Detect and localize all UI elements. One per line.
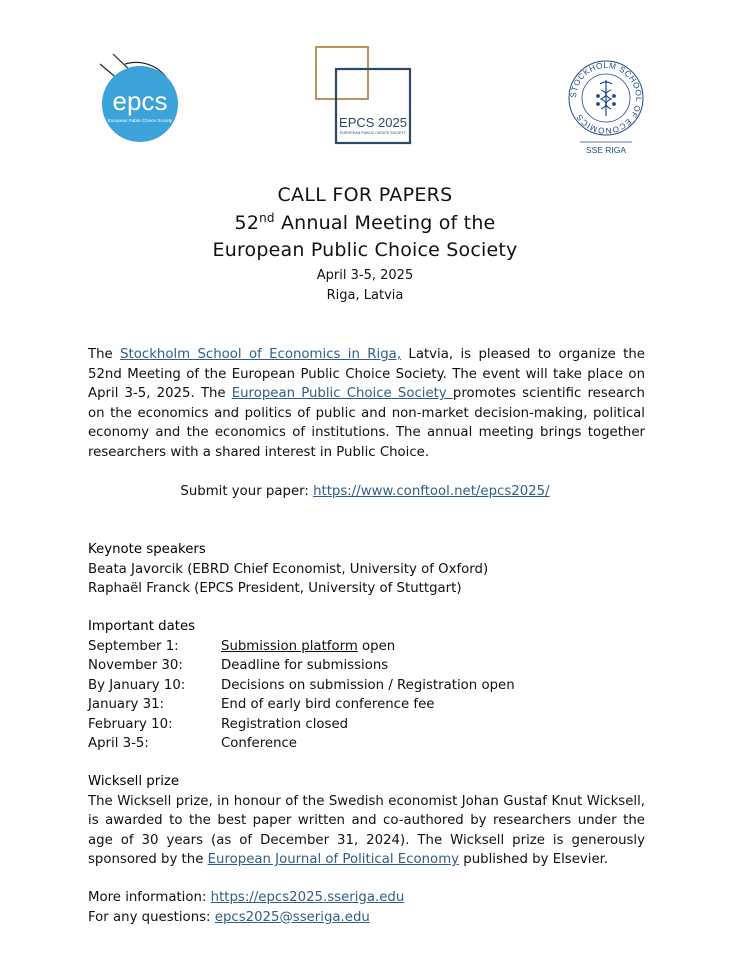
epcs2025-logo-subtext: EUROPEAN PUBLIC CHOICE SOCIETY bbox=[340, 131, 406, 135]
date-event: Decisions on submission / Registration open bbox=[221, 677, 515, 693]
date-label: January 31: bbox=[88, 697, 165, 712]
wicksell-prize-body bbox=[88, 792, 645, 870]
epcs2025-logo-text: EPCS 2025 bbox=[339, 115, 407, 130]
contact-email-link[interactable]: epcs2025@sseriga.edu bbox=[214, 909, 370, 925]
date-row bbox=[88, 734, 645, 754]
intro-paragraph bbox=[88, 345, 645, 462]
date-label: September 1: bbox=[88, 638, 179, 654]
questions-line bbox=[88, 908, 645, 928]
date-event-text: open bbox=[357, 638, 396, 654]
questions-label: For any questions: bbox=[88, 909, 215, 925]
date-row bbox=[88, 637, 645, 657]
date-row bbox=[88, 695, 645, 715]
keynote-speaker: Beata Javorcik (EBRD Chief Economist, University of Oxford) bbox=[88, 561, 489, 577]
date-label: April 3-5: bbox=[88, 736, 149, 751]
prize-text-1: The Wicksell prize, in honour of the Swedish economist Johan Gustaf Knut Wicksell, is awarded to the best paper written and co-authored by researchers under the age of 30 years (as of December 31, 2024). The Wicksell prize is generously sponsored by the bbox=[88, 793, 645, 867]
date-row bbox=[88, 715, 645, 735]
date-label: November 30: bbox=[88, 658, 183, 673]
meeting-dates: April 3-5, 2025 bbox=[316, 268, 414, 283]
meeting-suffix: nd bbox=[259, 211, 275, 225]
more-info-section bbox=[88, 888, 645, 927]
keynote-speaker: Raphaël Franck (EPCS President, University of Stuttgart) bbox=[88, 581, 462, 596]
epcs-logo-text: epcs bbox=[112, 86, 168, 116]
meeting-title bbox=[0, 211, 730, 234]
ejpe-link[interactable]: European Journal of Political Economy bbox=[207, 852, 460, 867]
date-event: Deadline for submissions bbox=[221, 658, 389, 673]
important-dates-title: Important dates bbox=[88, 619, 196, 634]
epcs-logo-subtext: European Public Choice Society bbox=[107, 118, 173, 123]
meeting-rest: Annual Meeting of the bbox=[274, 212, 496, 234]
more-info-label: More information: bbox=[88, 890, 211, 905]
epcs-link[interactable]: European Public Choice Society bbox=[231, 386, 453, 401]
submit-label: Submit your paper: bbox=[180, 484, 314, 499]
sse-riga-logo bbox=[566, 52, 646, 160]
sse-riga-link[interactable]: Stockholm School of Economics in Riga, bbox=[120, 347, 402, 362]
sse-ring-text: STOCKHOLM SCHOOL OF ECONOMICS bbox=[568, 60, 644, 136]
conftool-link[interactable]: https://www.conftool.net/epcs2025/ bbox=[313, 484, 550, 499]
society-title: European Public Choice Society bbox=[212, 239, 518, 261]
sse-riga-label: SSE RIGA bbox=[585, 145, 627, 155]
meeting-location: Riga, Latvia bbox=[326, 288, 404, 303]
keynote-title: Keynote speakers bbox=[88, 542, 206, 557]
intro-text-1: The bbox=[88, 347, 121, 362]
keynote-section bbox=[88, 540, 645, 599]
intro-text-2: Latvia, is pleased to organize the 52nd Meeting of the European Public Choice Society. The event will take place on April 3-5, 2025. The bbox=[88, 347, 645, 401]
more-info-line bbox=[88, 888, 645, 908]
caduceus-icon bbox=[597, 80, 616, 116]
date-event: End of early bird conference fee bbox=[221, 697, 435, 712]
epcs2025-logo bbox=[312, 45, 414, 147]
epcs-logo bbox=[95, 52, 187, 144]
intro-text-3: promotes scientific research on the economics and politics of public and non-market decision-making, political economy and the economics of institutions. The annual meeting brings together researchers with a shared interest in Public Choice. bbox=[88, 386, 645, 460]
submission-platform-link[interactable]: Submission platform bbox=[221, 638, 358, 654]
prize-text-2: published by Elsevier. bbox=[459, 852, 609, 867]
meeting-number: 52 bbox=[234, 212, 260, 234]
date-label: February 10: bbox=[88, 716, 173, 732]
date-row bbox=[88, 656, 645, 676]
call-for-papers-title: CALL FOR PAPERS bbox=[277, 184, 453, 206]
wicksell-prize-title: Wicksell prize bbox=[88, 774, 180, 789]
date-event: Conference bbox=[221, 736, 297, 751]
date-event bbox=[221, 637, 395, 657]
important-dates-section bbox=[88, 617, 645, 754]
submit-paper-line bbox=[0, 482, 730, 502]
date-row bbox=[88, 676, 645, 696]
more-info-link[interactable]: https://epcs2025.sseriga.edu bbox=[210, 890, 405, 905]
wicksell-prize-section bbox=[88, 772, 645, 870]
date-event: Registration closed bbox=[221, 716, 349, 732]
date-label: By January 10: bbox=[88, 677, 186, 693]
